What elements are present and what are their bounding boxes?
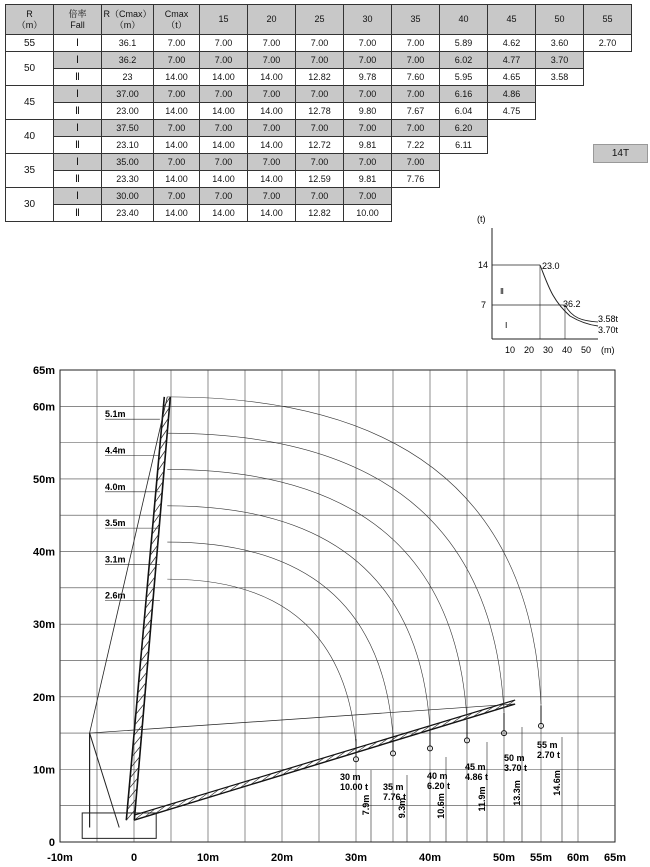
table-cell-value: 14.00 (200, 103, 248, 120)
hook-load-label: 10.00 t (340, 782, 369, 792)
working-arc (167, 469, 467, 720)
hook-load-label: 4.86 t (465, 772, 489, 782)
table-cell-fall: Ⅰ (54, 154, 102, 171)
mini-fall-mark: Ⅰ (505, 321, 508, 330)
table-cell-value: 7.00 (248, 154, 296, 171)
table-cell-value: 7.60 (392, 69, 440, 86)
table-cell-value: 14.00 (248, 103, 296, 120)
table-cell-value: 4.65 (488, 69, 536, 86)
table-cell-value: 2.70 (584, 35, 632, 52)
mini-x-tick: 50 (581, 345, 592, 355)
col-radius: 40 (440, 5, 488, 35)
x-axis-tick: 40m (418, 852, 442, 864)
col-cmax: Cmax （t） (154, 5, 200, 35)
table-cell-value: 7.00 (248, 35, 296, 52)
mini-x-tick: 10 (505, 345, 516, 355)
table-cell-cmax: 7.00 (154, 86, 200, 103)
mini-x-tick: 40 (562, 345, 573, 355)
table-cell-value: 6.02 (440, 52, 488, 69)
table-cell-value: 7.00 (296, 86, 344, 103)
table-cell-value: 3.58 (536, 69, 584, 86)
y-axis-tick: 0 (48, 837, 55, 849)
col-radius: 20 (248, 5, 296, 35)
table-cell-rcmax: 23 (102, 69, 154, 86)
table-cell-cmax: 7.00 (154, 188, 200, 205)
table-cell-value: 7.00 (344, 154, 392, 171)
mini-y-unit: (t) (477, 214, 486, 224)
table-cell-value: 7.00 (200, 86, 248, 103)
table-cell-value: 7.00 (392, 35, 440, 52)
table-cell-value: 7.00 (344, 35, 392, 52)
table-cell-r: 30 (6, 188, 54, 222)
table-cell-r: 40 (6, 120, 54, 154)
hook-radius-label: 55 m (537, 740, 558, 750)
table-cell-cmax: 14.00 (154, 205, 200, 222)
table-cell-value: 5.89 (440, 35, 488, 52)
table-cell-rcmax: 23.00 (102, 103, 154, 120)
x-axis-tick: 60m (566, 852, 590, 864)
table-cell-value: 7.00 (296, 154, 344, 171)
table-cell-value: 14.00 (200, 69, 248, 86)
height-label: 11.9m (477, 786, 487, 812)
col-radius: 15 (200, 5, 248, 35)
mini-x-unit: (m) (601, 345, 615, 355)
table-cell-value: 7.00 (392, 154, 440, 171)
x-axis-tick: 10m (196, 852, 220, 864)
working-arc (167, 433, 504, 712)
table-cell-value: 7.00 (344, 120, 392, 137)
hook-radius-label: 45 m (465, 762, 486, 772)
table-cell-cmax: 7.00 (154, 52, 200, 69)
jib-offset-label: 2.6m (105, 590, 126, 601)
mini-x-tick: 30 (543, 345, 554, 355)
table-cell-fall: Ⅰ (54, 120, 102, 137)
table-cell-value: 7.00 (200, 120, 248, 137)
table-cell-value: 12.59 (296, 171, 344, 188)
mini-label: 36.2 (563, 299, 581, 309)
table-cell-value: 14.00 (200, 205, 248, 222)
table-cell-cmax: 14.00 (154, 171, 200, 188)
table-cell-value: 12.82 (296, 69, 344, 86)
hook-load-label: 2.70 t (537, 750, 561, 760)
table-cell-value: 14.00 (248, 137, 296, 154)
mini-fall-mark: Ⅱ (500, 287, 504, 296)
table-cell-rcmax: 36.2 (102, 52, 154, 69)
table-cell-value: 7.00 (248, 188, 296, 205)
table-cell-value: 14.00 (200, 137, 248, 154)
working-arc (167, 397, 541, 704)
x-axis-tick: 30m (344, 852, 368, 864)
table-cell-value: 7.00 (200, 188, 248, 205)
y-axis-tick: 60m (32, 401, 55, 414)
x-axis-tick: 20m (270, 852, 294, 864)
hook-radius-label: 40 m (427, 771, 448, 781)
table-cell-value: 7.00 (248, 120, 296, 137)
table-cell-r: 55 (6, 35, 54, 52)
table-cell-value: 9.78 (344, 69, 392, 86)
table-cell-r: 45 (6, 86, 54, 120)
mini-y-tick: 14 (478, 260, 489, 270)
grid-frame (60, 370, 615, 842)
table-cell-value: 9.81 (344, 171, 392, 188)
table-cell-value: 7.00 (344, 188, 392, 205)
col-radius: 55 (584, 5, 632, 35)
col-fall: 倍率 Fall (54, 5, 102, 35)
table-cell-value: 6.16 (440, 86, 488, 103)
mini-x-tick: 20 (524, 345, 535, 355)
table-cell-cmax: 7.00 (154, 154, 200, 171)
working-arc (167, 579, 356, 744)
table-cell-value: 7.00 (248, 52, 296, 69)
table-cell-value: 12.82 (296, 205, 344, 222)
jib-offset-label: 4.4m (105, 445, 126, 456)
y-axis-tick: 65m (32, 365, 55, 377)
table-cell-value: 7.00 (392, 86, 440, 103)
y-axis-tick: 20m (32, 691, 55, 704)
table-cell-fall: Ⅰ (54, 52, 102, 69)
table-cell-rcmax: 37.50 (102, 120, 154, 137)
mini-label: 3.70t (598, 325, 619, 335)
table-cell-r: 35 (6, 154, 54, 188)
x-axis-tick: -10m (47, 852, 73, 864)
table-cell-value: 7.00 (296, 52, 344, 69)
x-axis-tick: 0 (130, 852, 138, 864)
hook-radius-label: 35 m (383, 782, 404, 792)
table-cell-value: 6.20 (440, 120, 488, 137)
table-cell-value: 7.00 (392, 52, 440, 69)
hook-load-label: 7.76 t (383, 792, 407, 802)
y-axis-tick: 40m (32, 546, 55, 559)
working-arc (167, 542, 393, 736)
jib-pendant (90, 704, 515, 733)
table-cell-rcmax: 30.00 (102, 188, 154, 205)
col-rcmax: R（Cmax） （m） (102, 5, 154, 35)
table-cell-cmax: 14.00 (154, 69, 200, 86)
height-label: 10.6m (436, 793, 446, 819)
mini-label: 3.58t (598, 314, 619, 324)
table-cell-value: 6.11 (440, 137, 488, 154)
table-cell-rcmax: 23.10 (102, 137, 154, 154)
mini-load-chart (477, 214, 619, 355)
table-cell-value: 7.00 (296, 35, 344, 52)
jib-offset-label: 3.1m (105, 554, 126, 565)
capacity-tag: 14T (593, 144, 648, 163)
height-label: 7.9m (361, 794, 371, 816)
table-cell-cmax: 14.00 (154, 103, 200, 120)
table-cell-value: 9.80 (344, 103, 392, 120)
x-axis-tick: 65m (603, 852, 627, 864)
table-cell-value: 7.00 (248, 86, 296, 103)
col-radius: 50 (536, 5, 584, 35)
table-cell-value: 14.00 (248, 69, 296, 86)
table-cell-value: 7.00 (344, 86, 392, 103)
table-cell-fall: Ⅱ (54, 69, 102, 86)
mini-label: 23.0 (542, 261, 560, 271)
table-cell-cmax: 7.00 (154, 35, 200, 52)
hook-radius-label: 50 m (504, 753, 525, 763)
table-cell-rcmax: 23.30 (102, 171, 154, 188)
table-cell-fall: Ⅰ (54, 35, 102, 52)
table-cell-fall: Ⅱ (54, 103, 102, 120)
y-axis-tick: 30m (32, 619, 55, 632)
table-cell-value: 7.00 (200, 154, 248, 171)
table-cell-fall: Ⅱ (54, 205, 102, 222)
table-cell-value: 4.86 (488, 86, 536, 103)
col-radius: 35 (392, 5, 440, 35)
table-cell-fall: Ⅰ (54, 86, 102, 103)
mini-y-tick: 7 (481, 300, 487, 310)
x-axis-tick: 50m (492, 852, 516, 864)
table-cell-value: 7.00 (296, 188, 344, 205)
jib-offset-label: 4.0m (105, 481, 126, 492)
table-cell-value: 4.77 (488, 52, 536, 69)
table-cell-value: 4.62 (488, 35, 536, 52)
y-axis-tick: 10m (32, 764, 55, 777)
table-cell-value: 7.00 (392, 120, 440, 137)
table-cell-rcmax: 36.1 (102, 35, 154, 52)
table-cell-value: 3.70 (536, 52, 584, 69)
table-cell-value: 14.00 (248, 171, 296, 188)
table-cell-fall: Ⅱ (54, 171, 102, 188)
hook-radius-label: 30 m (340, 772, 361, 782)
table-cell-cmax: 7.00 (154, 120, 200, 137)
table-cell-value: 14.00 (200, 171, 248, 188)
col-radius: 45 (488, 5, 536, 35)
table-cell-rcmax: 37.00 (102, 86, 154, 103)
x-axis-tick: 55m (529, 852, 553, 864)
height-label: 13.3m (512, 780, 522, 806)
col-radius: 25 (296, 5, 344, 35)
table-cell-value: 7.76 (392, 171, 440, 188)
hook-load-label: 3.70 t (504, 763, 528, 773)
table-cell-value: 7.67 (392, 103, 440, 120)
table-cell-fall: Ⅰ (54, 188, 102, 205)
table-cell-value: 12.78 (296, 103, 344, 120)
table-cell-value: 14.00 (248, 205, 296, 222)
hook-load-label: 6.20 t (427, 781, 451, 791)
table-cell-rcmax: 23.40 (102, 205, 154, 222)
y-axis-tick: 50m (32, 473, 55, 486)
jib-offset-label: 5.1m (105, 409, 126, 420)
jib-offset-label: 3.5m (105, 518, 126, 529)
table-cell-value: 7.00 (200, 52, 248, 69)
table-cell-r: 50 (6, 52, 54, 86)
table-cell-value: 9.81 (344, 137, 392, 154)
working-range-diagram (33, 365, 626, 864)
table-cell-value: 10.00 (344, 205, 392, 222)
height-label: 9.3m (397, 797, 407, 819)
table-cell-value: 5.95 (440, 69, 488, 86)
table-cell-value: 7.00 (344, 52, 392, 69)
working-arc (167, 506, 430, 728)
table-cell-value: 7.00 (200, 35, 248, 52)
table-cell-fall: Ⅱ (54, 137, 102, 154)
col-radius: 30 (344, 5, 392, 35)
col-r: R （m） (6, 5, 54, 35)
table-cell-value: 3.60 (536, 35, 584, 52)
table-cell-value: 6.04 (440, 103, 488, 120)
table-cell-value: 4.75 (488, 103, 536, 120)
table-cell-value: 7.22 (392, 137, 440, 154)
height-label: 14.6m (552, 770, 562, 796)
table-cell-rcmax: 35.00 (102, 154, 154, 171)
table-cell-cmax: 14.00 (154, 137, 200, 154)
table-cell-value: 12.72 (296, 137, 344, 154)
table-cell-value: 7.00 (296, 120, 344, 137)
